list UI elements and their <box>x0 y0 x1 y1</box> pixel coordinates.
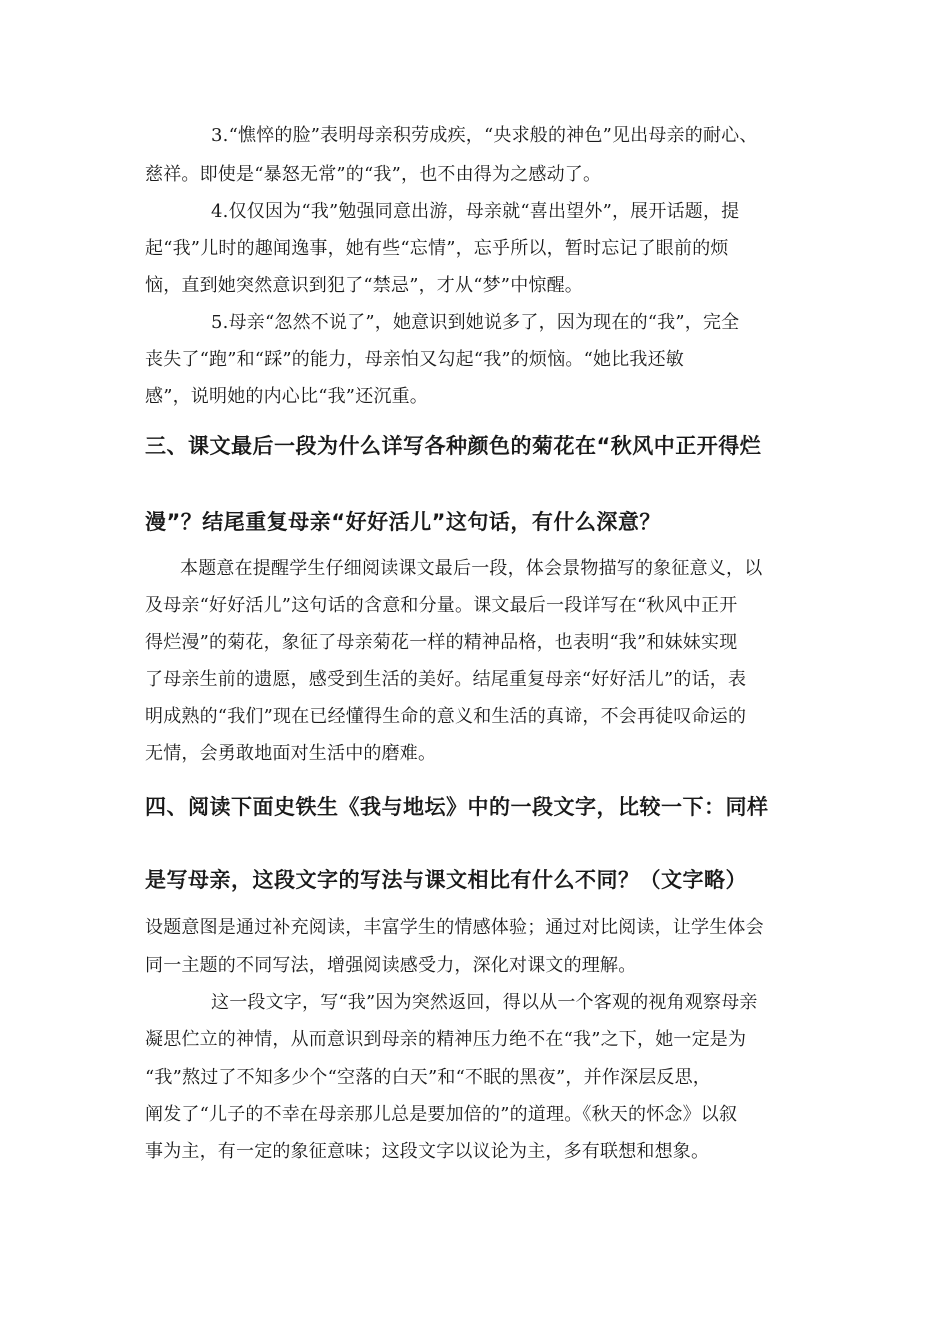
text-line: 事为主，有一定的象征意味；这段文字以议论为主，多有联想和想象。 <box>145 1141 710 1162</box>
text-line: 恼，直到她突然意识到犯了“禁忌”，才从“梦”中惊醒。 <box>145 275 584 296</box>
text-line: “我”熬过了不知多少个“空落的白天”和“不眠的黑夜”，并作深层反思， <box>145 1067 712 1088</box>
text-line: 及母亲“好好活儿”这句话的含意和分量。课文最后一段详写在“秋风中正开 <box>145 595 738 616</box>
text-line: 这一段文字，写“我”因为突然返回，得以从一个客观的视角观察母亲 <box>211 992 758 1013</box>
heading-line: 三、课文最后一段为什么详写各种颜色的菊花在“秋风中正开得烂 <box>145 434 762 458</box>
text-line: 本题意在提醒学生仔细阅读课文最后一段，体会景物描写的象征意义，以 <box>180 558 763 579</box>
text-line: 凝思伫立的神情，从而意识到母亲的精神压力绝不在“我”之下，她一定是为 <box>145 1029 747 1050</box>
text-line: 了母亲生前的遗愿，感受到生活的美好。结尾重复母亲“好好活儿”的话，表 <box>145 669 747 690</box>
heading-line: 四、阅读下面史铁生《我与地坛》中的一段文字，比较一下：同样 <box>145 795 769 819</box>
text-line: 起“我”儿时的趣闻逸事，她有些“忘情”，忘乎所以，暂时忘记了眼前的烦 <box>145 238 729 259</box>
text-line: 慈祥。即使是“暴怒无常”的“我”，也不由得为之感动了。 <box>145 164 602 185</box>
text-line: 无情，会勇敢地面对生活中的磨难。 <box>145 743 437 764</box>
text-line: 明成熟的“我们”现在已经懂得生命的意义和生活的真谛，不会再徒叹命运的 <box>145 706 747 727</box>
text-line: 阐发了“儿子的不幸在母亲那儿总是要加倍的”的道理。《秋天的怀念》以叙 <box>145 1104 738 1125</box>
text-line: 3.“憔悴的脸”表明母亲积劳成疾，“央求般的神色”见出母亲的耐心、 <box>211 125 758 146</box>
text-line: 感”，说明她的内心比“我”还沉重。 <box>145 386 429 407</box>
text-line: 设题意图是通过补充阅读，丰富学生的情感体验；通过对比阅读，让学生体会 <box>145 917 764 938</box>
text-line: 得烂漫”的菊花，象征了母亲菊花一样的精神品格，也表明“我”和妹妹实现 <box>145 632 738 653</box>
heading-line: 漫”？结尾重复母亲“好好活儿”这句话，有什么深意？ <box>145 510 661 534</box>
text-line: 同一主题的不同写法，增强阅读感受力，深化对课文的理解。 <box>145 955 637 976</box>
heading-line: 是写母亲，这段文字的写法与课文相比有什么不同？（文字略） <box>145 868 747 892</box>
text-line: 丧失了“跑”和“踩”的能力，母亲怕又勾起“我”的烦恼。“她比我还敏 <box>145 349 685 370</box>
text-line: 5.母亲“忽然不说了”，她意识到她说多了，因为现在的“我”，完全 <box>211 312 740 333</box>
text-line: 4.仅仅因为“我”勉强同意出游，母亲就“喜出望外”，展开话题，提 <box>211 201 740 222</box>
